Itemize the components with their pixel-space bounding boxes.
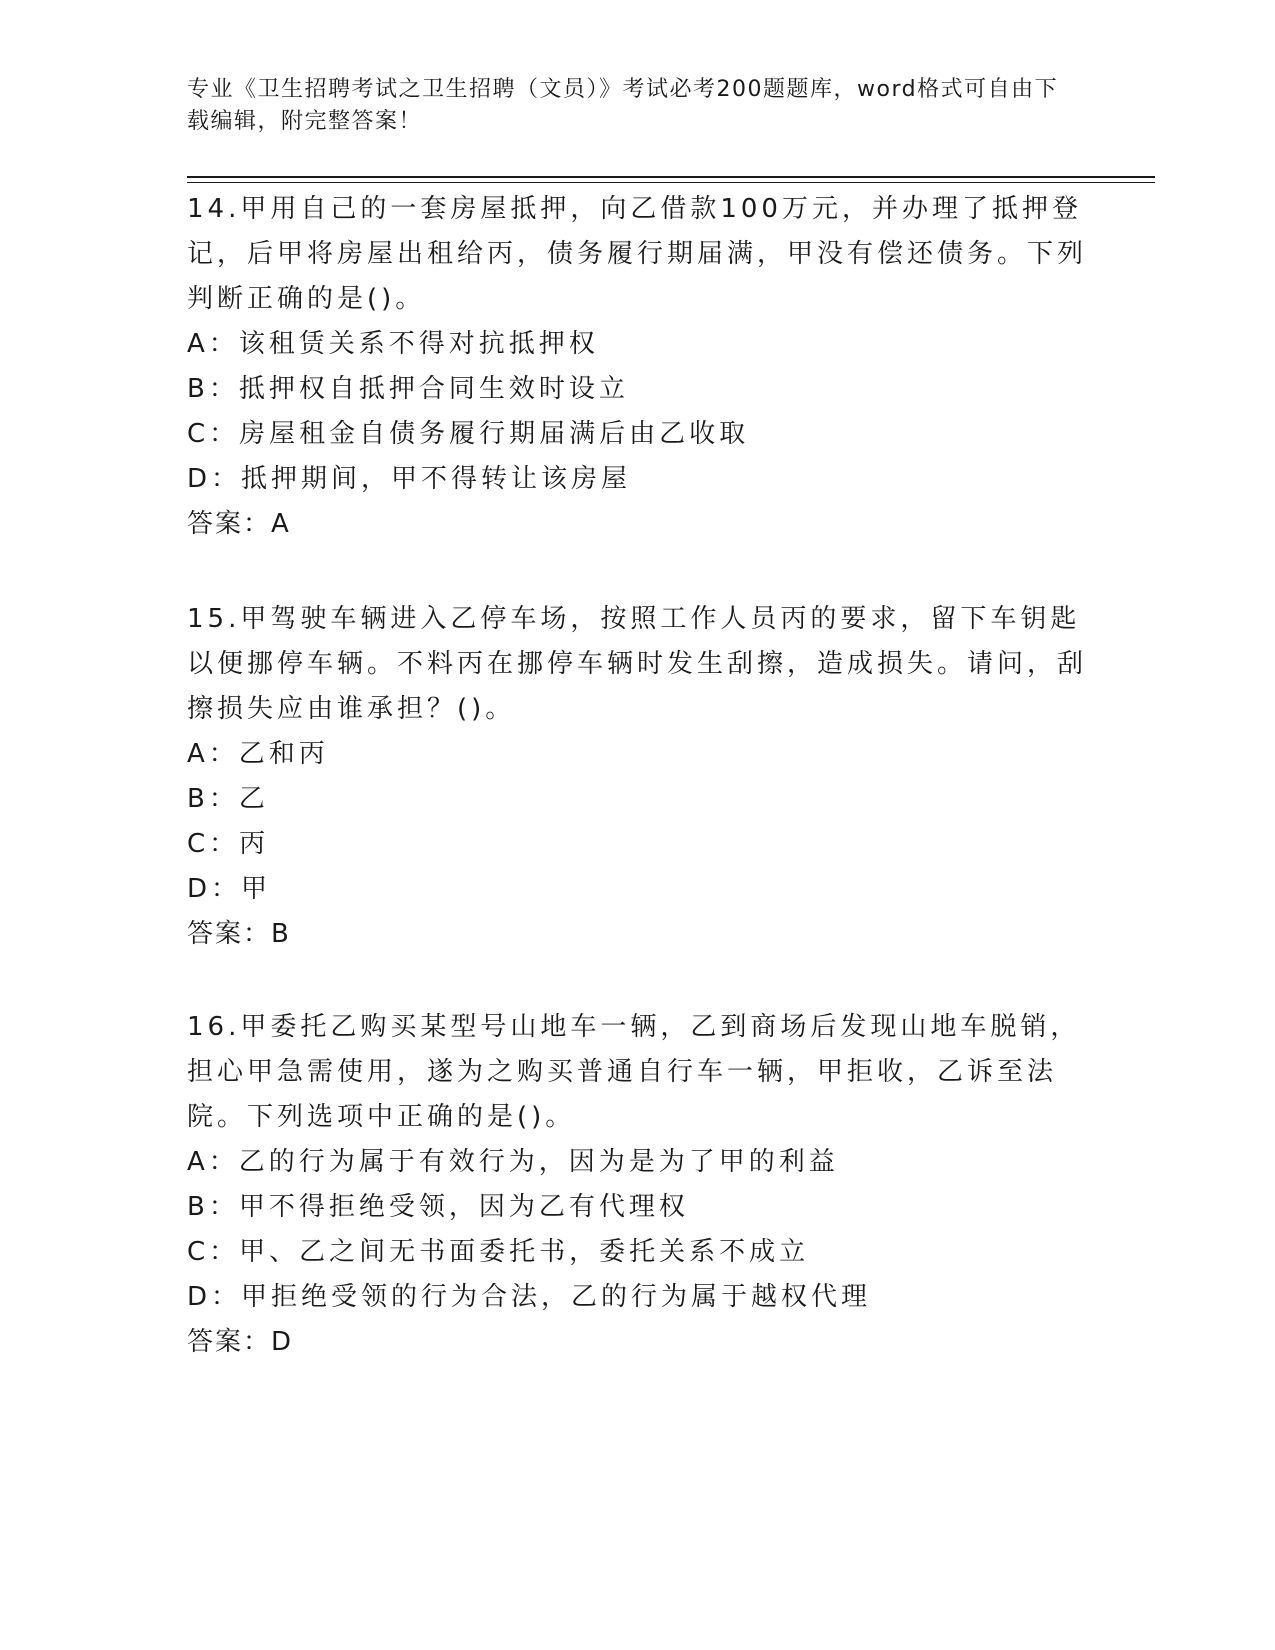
answer-label: 答案： (187, 919, 272, 949)
option-c: C：丙 (187, 829, 270, 859)
option-a: A：乙的行为属于有效行为，因为是为了甲的利益 (187, 1147, 839, 1177)
answer-line (187, 502, 1087, 547)
option-d: D：抵押期间，甲不得转让该房屋 (187, 464, 632, 494)
question-16 (187, 1005, 1087, 1365)
header-divider-thick (187, 176, 1155, 178)
answer-line (187, 912, 1087, 957)
option-b: B：抵押权自抵押合同生效时设立 (187, 374, 629, 404)
answer-value: D (271, 1327, 292, 1357)
option-d: D：甲 (187, 874, 272, 904)
answer-value: B (271, 919, 289, 949)
question-text: 14.甲用自己的一套房屋抵押，向乙借款100万元，并办理了抵押登记，后甲将房屋出租给丙，债务履行期届满，甲没有偿还债务。下列判断正确的是()。 (187, 194, 1088, 314)
question-text: 15.甲驾驶车辆进入乙停车场，按照工作人员丙的要求，留下车钥匙以便挪停车辆。不料丙在挪停车辆时发生刮擦，造成损失。请问，刮擦损失应由谁承担？()。 (187, 604, 1088, 724)
option-d: D：甲拒绝受领的行为合法，乙的行为属于越权代理 (187, 1282, 872, 1312)
header-divider-thin (187, 182, 1155, 183)
option-b: B：乙 (187, 784, 269, 814)
question-15 (187, 597, 1087, 957)
option-a: A：乙和丙 (187, 739, 329, 769)
option-c: C：甲、乙之间无书面委托书，委托关系不成立 (187, 1237, 810, 1267)
document-header: 专业《卫生招聘考试之卫生招聘（文员）》考试必考200题题库，word格式可自由下载编辑，附完整答案！ (187, 77, 1059, 134)
question-14 (187, 187, 1087, 547)
answer-value: A (271, 509, 289, 539)
option-b: B：甲不得拒绝受领，因为乙有代理权 (187, 1192, 689, 1222)
answer-label: 答案： (187, 509, 272, 539)
option-c: C：房屋租金自债务履行期届满后由乙收取 (187, 419, 750, 449)
question-text: 16.甲委托乙购买某型号山地车一辆，乙到商场后发现山地车脱销，担心甲急需使用，遂为之购买普通自行车一辆，甲拒收，乙诉至法院。下列选项中正确的是()。 (187, 1012, 1081, 1132)
option-a: A：该租赁关系不得对抗抵押权 (187, 329, 599, 359)
answer-label: 答案： (187, 1327, 272, 1357)
answer-line (187, 1320, 1087, 1365)
